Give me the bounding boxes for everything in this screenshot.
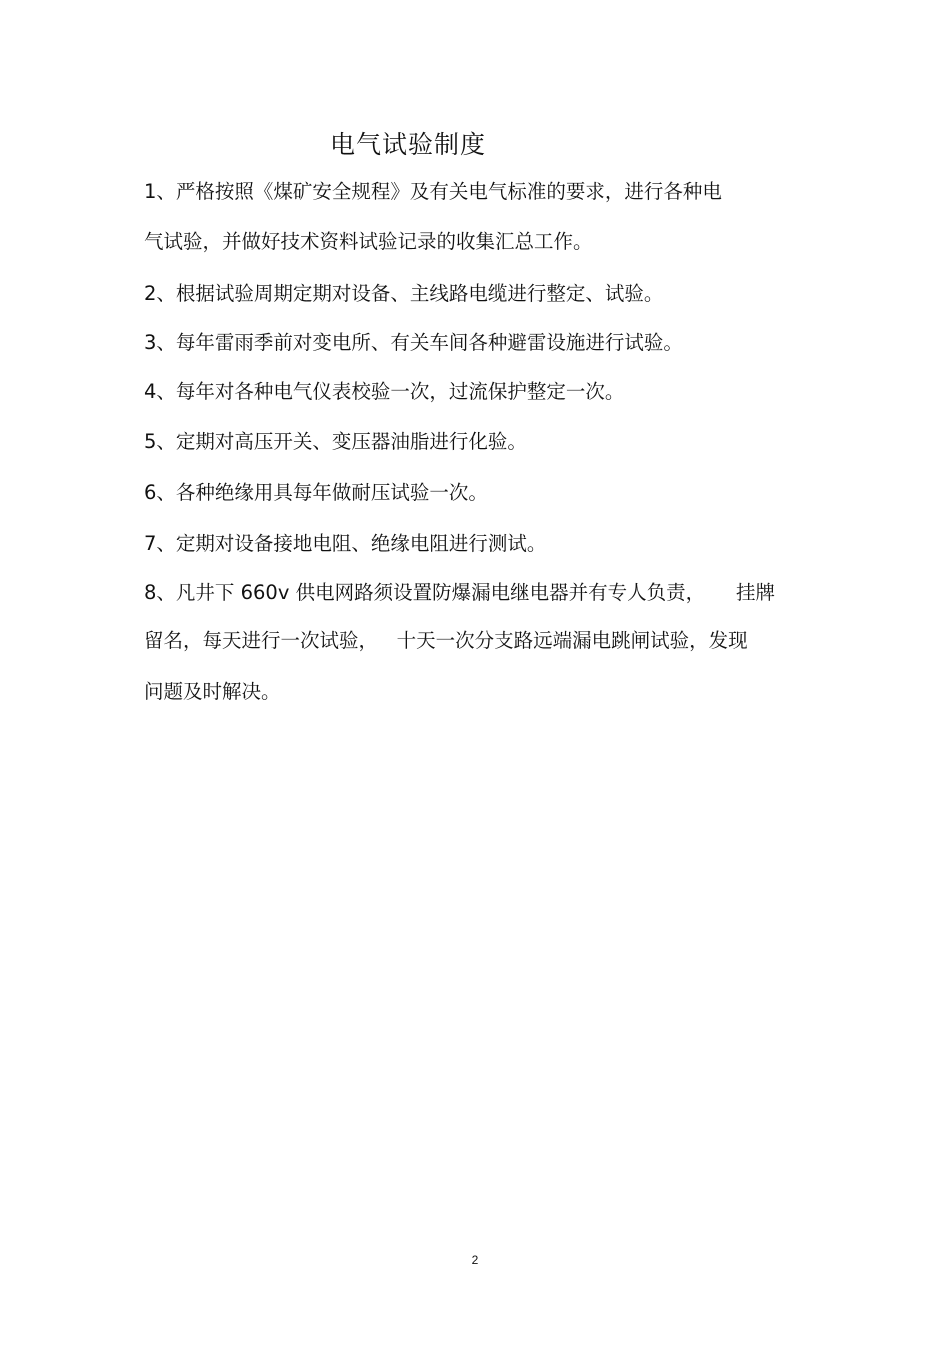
- rule-6: 6、各种绝缘用具每年做耐压试验一次。: [144, 481, 488, 504]
- rule-1-line-2: 气试验，并做好技术资料试验记录的收集汇总工作。: [144, 230, 593, 253]
- page-number: 2: [471, 1253, 479, 1267]
- rule-3: 3、每年雷雨季前对变电所、有关车间各种避雷设施进行试验。: [144, 331, 683, 354]
- rule-4: 4、每年对各种电气仪表校验一次，过流保护整定一次。: [144, 380, 625, 403]
- document-title: 电气试验制度: [330, 130, 487, 159]
- rule-8-line-3: 问题及时解决。: [144, 680, 281, 703]
- rule-8-line-1: 8、凡井下 660v 供电网路须设置防爆漏电继电器并有专人负责， 挂牌: [144, 581, 776, 604]
- rule-2: 2、根据试验周期定期对设备、主线路电缆进行整定、试验。: [144, 282, 664, 305]
- rule-7: 7、定期对设备接地电阻、绝缘电阻进行测试。: [144, 532, 547, 555]
- rule-8-line-2: 留名，每天进行一次试验， 十天一次分支路远端漏电跳闸试验，发现: [144, 629, 748, 652]
- rule-5: 5、定期对高压开关、变压器油脂进行化验。: [144, 430, 527, 453]
- rule-1-line-1: 1、严格按照《煤矿安全规程》及有关电气标准的要求，进行各种电: [144, 180, 722, 203]
